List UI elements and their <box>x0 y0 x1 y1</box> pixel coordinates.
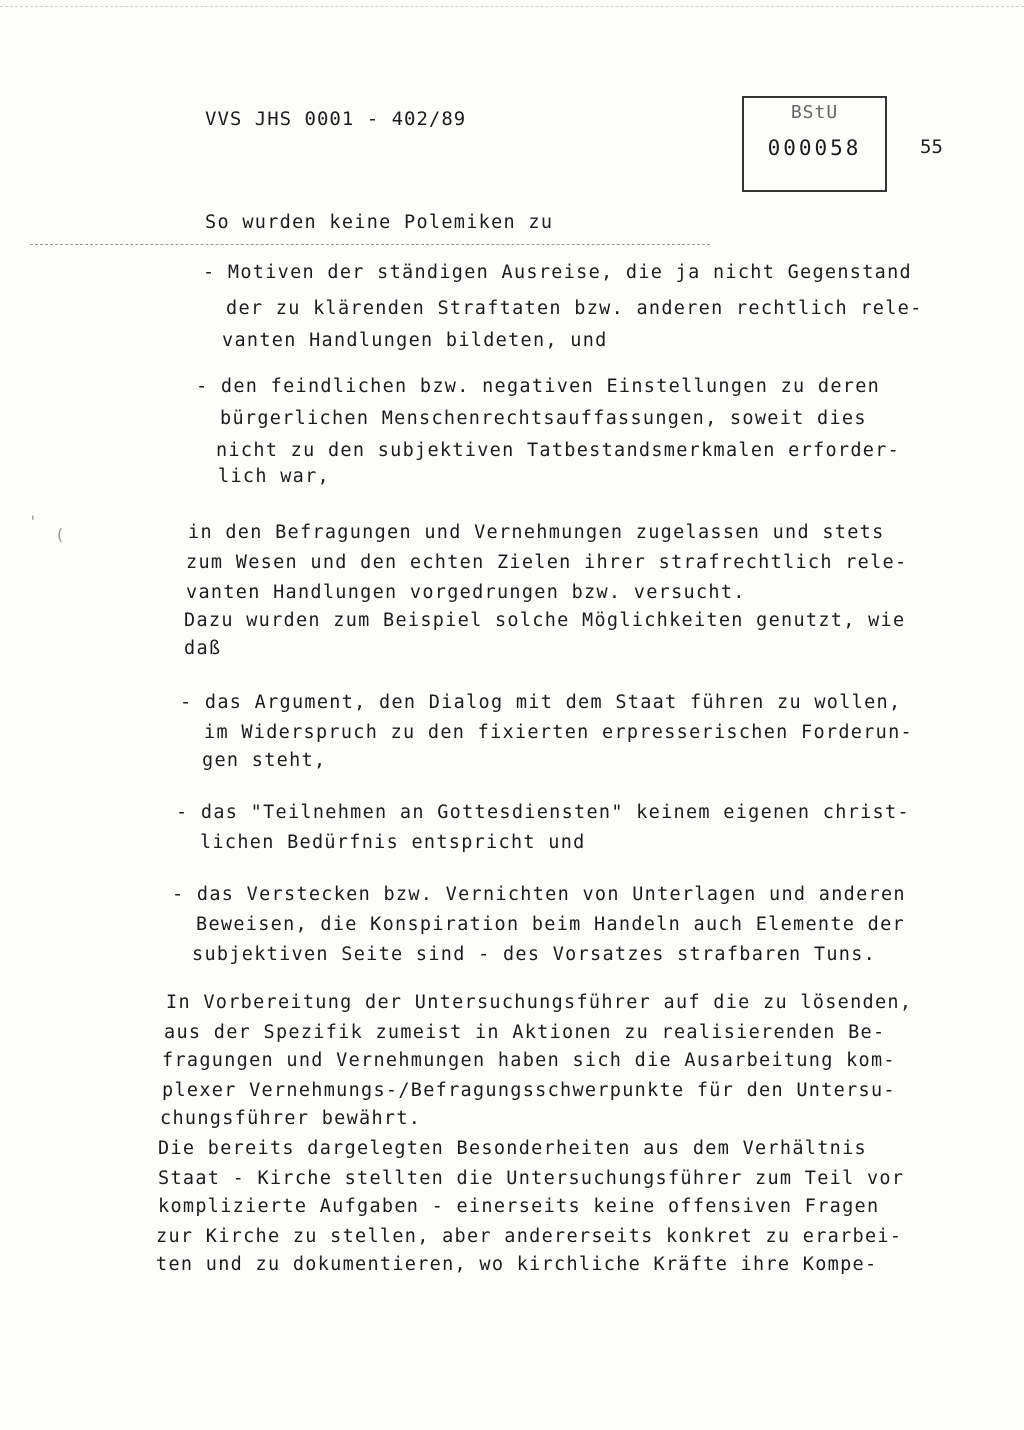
text-line: Dazu wurden zum Beispiel solche Möglichkeiten genutzt, wie <box>184 610 906 631</box>
text-line: gen steht, <box>202 750 327 771</box>
text-line: in den Befragungen und Vernehmungen zugelassen und stets <box>188 522 885 543</box>
text-line: im Widerspruch zu den fixierten erpresserischen Forderun- <box>204 722 913 743</box>
bullet-line: - das "Teilnehmen an Gottesdiensten" keinem eigenen christ- <box>176 802 910 823</box>
text-line: aus der Spezifik zumeist in Aktionen zu realisierenden Be- <box>164 1022 886 1043</box>
text-line: lich war, <box>218 466 330 487</box>
text-line: Staat - Kirche stellten die Untersuchungsführer zum Teil vor <box>158 1168 905 1189</box>
text-line: komplizierte Aufgaben - einerseits keine offensiven Fragen <box>158 1196 880 1217</box>
bullet-line: - das Verstecken bzw. Vernichten von Unterlagen und anderen <box>172 884 906 905</box>
fold-line <box>30 244 710 246</box>
text-line: bürgerlichen Menschenrechtsauffassungen, soweit dies <box>220 408 867 429</box>
text-line: fragungen und Vernehmungen haben sich die Ausarbeitung kom- <box>162 1050 896 1071</box>
text-line: Die bereits dargelegten Besonderheiten aus dem Verhältnis <box>158 1138 867 1159</box>
margin-mark: ( <box>55 525 65 544</box>
bullet-line: - das Argument, den Dialog mit dem Staat führen zu wollen, <box>180 692 902 713</box>
text-line: So wurden keine Polemiken zu <box>205 212 554 233</box>
text-line: daß <box>184 638 222 659</box>
archive-stamp <box>742 96 887 192</box>
text-line: zur Kirche zu stellen, aber andererseits konkret zu erarbei- <box>156 1226 903 1247</box>
text-line: In Vorbereitung der Untersuchungsführer auf die zu lösenden, <box>166 992 913 1013</box>
text-line: vanten Handlungen vorgedrungen bzw. versucht. <box>186 582 746 603</box>
margin-mark: ' <box>28 512 38 531</box>
text-line: nicht zu den subjektiven Tatbestandsmerkmalen erforder- <box>216 440 901 461</box>
scan-edge-line <box>0 6 1024 8</box>
text-line: zum Wesen und den echten Zielen ihrer strafrechtlich rele- <box>186 552 908 573</box>
document-reference: VVS JHS 0001 - 402/89 <box>205 108 467 130</box>
text-line: chungsführer bewährt. <box>160 1108 422 1129</box>
text-line: vanten Handlungen bildeten, und <box>222 330 608 351</box>
page-number: 55 <box>920 136 943 158</box>
text-line: ten und zu dokumentieren, wo kirchliche Kräfte ihre Kompe- <box>156 1254 878 1275</box>
text-line: plexer Vernehmungs-/Befragungsschwerpunkte für den Untersu- <box>162 1080 896 1101</box>
bullet-line: - den feindlichen bzw. negativen Einstellungen zu deren <box>196 376 881 397</box>
text-line: der zu klärenden Straftaten bzw. anderen rechtlich rele- <box>226 298 923 319</box>
text-line: Beweisen, die Konspiration beim Handeln auch Elemente der <box>196 914 905 935</box>
text-line: lichen Bedürfnis entspricht und <box>200 832 586 853</box>
stamp-label: BStU <box>790 102 839 123</box>
bullet-line: - Motiven der ständigen Ausreise, die ja nicht Gegenstand <box>203 262 912 283</box>
stamp-number: 000058 <box>767 136 862 160</box>
text-line: subjektiven Seite sind - des Vorsatzes strafbaren Tuns. <box>192 944 877 965</box>
